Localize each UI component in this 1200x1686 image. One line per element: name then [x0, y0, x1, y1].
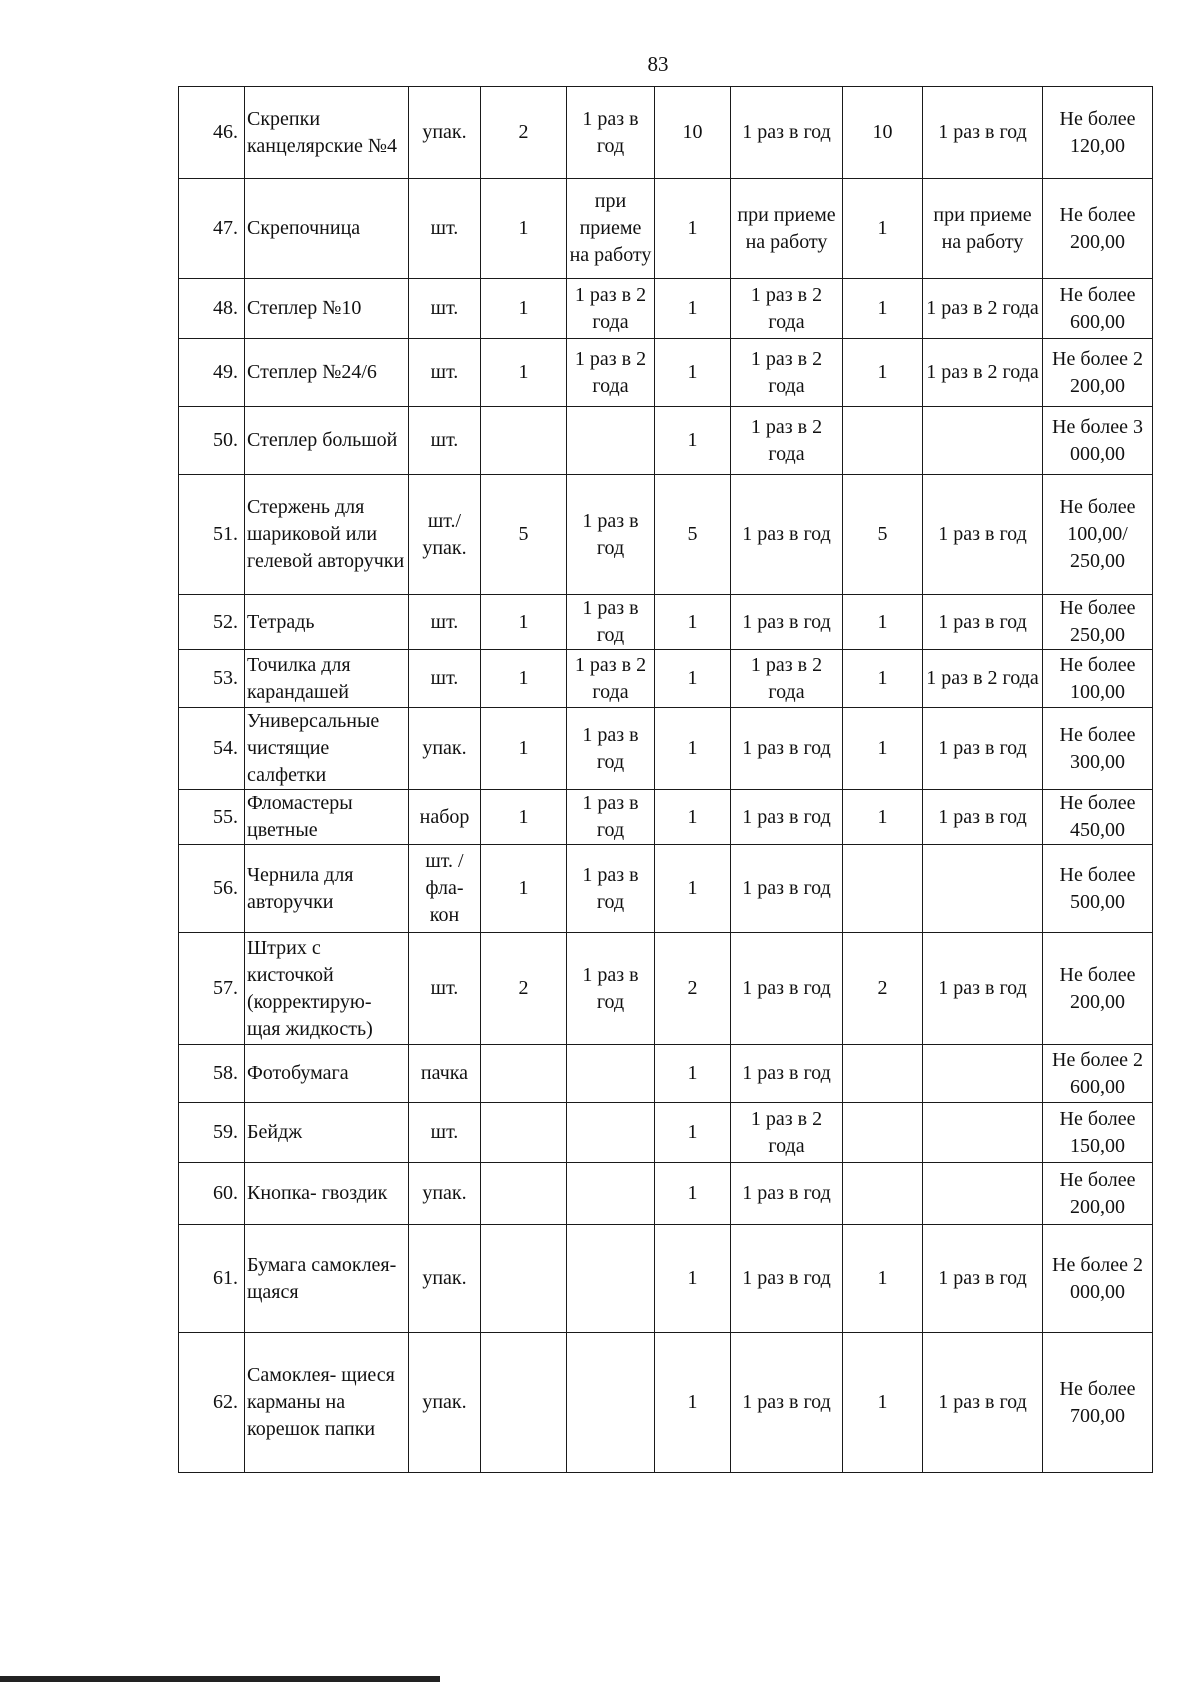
- period-3-cell: 1 раз в год: [923, 475, 1043, 595]
- period-3-cell: при приеме на работу: [923, 179, 1043, 279]
- norms-table: [178, 86, 1153, 1473]
- table-row: [179, 1163, 1153, 1225]
- period-3-cell: 1 раз в год: [923, 933, 1043, 1045]
- unit-cell: набор: [409, 790, 481, 845]
- period-2-cell: 1 раз в год: [731, 1225, 843, 1333]
- quantity-1-cell: 1: [481, 845, 567, 933]
- quantity-2-cell: 1: [655, 595, 731, 650]
- price-limit-cell: Не более 600,00: [1043, 279, 1153, 339]
- unit-cell: шт.: [409, 407, 481, 475]
- row-number-cell: 47.: [179, 179, 245, 279]
- row-number-cell: 62.: [179, 1333, 245, 1473]
- period-1-cell: 1 раз в год: [567, 790, 655, 845]
- quantity-1-cell: [481, 1163, 567, 1225]
- quantity-3-cell: 1: [843, 279, 923, 339]
- period-2-cell: 1 раз в год: [731, 1163, 843, 1225]
- period-3-cell: 1 раз в год: [923, 595, 1043, 650]
- unit-cell: шт.: [409, 650, 481, 708]
- price-limit-cell: Не более 250,00: [1043, 595, 1153, 650]
- price-limit-cell: Не более 200,00: [1043, 179, 1153, 279]
- item-name-cell: Степлер большой: [245, 407, 409, 475]
- period-1-cell: 1 раз в 2 года: [567, 339, 655, 407]
- item-name-cell: Универсальные чистящие салфетки: [245, 708, 409, 790]
- quantity-1-cell: 1: [481, 179, 567, 279]
- row-number-cell: 57.: [179, 933, 245, 1045]
- item-name-cell: Стержень для шариковой или гелевой авторучки: [245, 475, 409, 595]
- period-2-cell: 1 раз в год: [731, 1045, 843, 1103]
- quantity-2-cell: 2: [655, 933, 731, 1045]
- period-2-cell: 1 раз в год: [731, 845, 843, 933]
- table-row: [179, 87, 1153, 179]
- quantity-2-cell: 1: [655, 1225, 731, 1333]
- item-name-cell: Фотобумага: [245, 1045, 409, 1103]
- price-limit-cell: Не более 450,00: [1043, 790, 1153, 845]
- period-2-cell: 1 раз в год: [731, 475, 843, 595]
- quantity-3-cell: 1: [843, 650, 923, 708]
- period-2-cell: 1 раз в 2 года: [731, 407, 843, 475]
- price-limit-cell: Не более 700,00: [1043, 1333, 1153, 1473]
- quantity-3-cell: 1: [843, 1225, 923, 1333]
- item-name-cell: Бумага самоклея- щаяся: [245, 1225, 409, 1333]
- unit-cell: шт. / фла- кон: [409, 845, 481, 933]
- period-2-cell: 1 раз в год: [731, 933, 843, 1045]
- unit-cell: пачка: [409, 1045, 481, 1103]
- table-row: [179, 279, 1153, 339]
- period-3-cell: 1 раз в 2 года: [923, 279, 1043, 339]
- table-body: [179, 87, 1153, 1473]
- unit-cell: упак.: [409, 87, 481, 179]
- row-number-cell: 50.: [179, 407, 245, 475]
- quantity-3-cell: 10: [843, 87, 923, 179]
- item-name-cell: Тетрадь: [245, 595, 409, 650]
- period-1-cell: 1 раз в год: [567, 595, 655, 650]
- period-3-cell: 1 раз в 2 года: [923, 650, 1043, 708]
- period-1-cell: 1 раз в 2 года: [567, 650, 655, 708]
- table-row: [179, 179, 1153, 279]
- item-name-cell: Чернила для авторучки: [245, 845, 409, 933]
- unit-cell: шт.: [409, 279, 481, 339]
- item-name-cell: Самоклея- щиеся карманы на корешок папки: [245, 1333, 409, 1473]
- table-row: [179, 1333, 1153, 1473]
- quantity-3-cell: 1: [843, 595, 923, 650]
- price-limit-cell: Не более 200,00: [1043, 1163, 1153, 1225]
- period-2-cell: 1 раз в 2 года: [731, 279, 843, 339]
- period-2-cell: 1 раз в 2 года: [731, 339, 843, 407]
- item-name-cell: Бейдж: [245, 1103, 409, 1163]
- quantity-3-cell: 1: [843, 708, 923, 790]
- price-limit-cell: Не более 100,00/ 250,00: [1043, 475, 1153, 595]
- quantity-2-cell: 1: [655, 1103, 731, 1163]
- quantity-3-cell: [843, 1045, 923, 1103]
- item-name-cell: Степлер №10: [245, 279, 409, 339]
- row-number-cell: 48.: [179, 279, 245, 339]
- period-1-cell: 1 раз в год: [567, 475, 655, 595]
- quantity-2-cell: 1: [655, 1333, 731, 1473]
- quantity-2-cell: 5: [655, 475, 731, 595]
- quantity-2-cell: 1: [655, 407, 731, 475]
- price-limit-cell: Не более 3 000,00: [1043, 407, 1153, 475]
- row-number-cell: 55.: [179, 790, 245, 845]
- price-limit-cell: Не более 100,00: [1043, 650, 1153, 708]
- period-1-cell: [567, 1333, 655, 1473]
- price-limit-cell: Не более 2 200,00: [1043, 339, 1153, 407]
- page-number: 83: [647, 52, 669, 76]
- scan-edge-bar: [0, 1676, 440, 1682]
- item-name-cell: Фломастеры цветные: [245, 790, 409, 845]
- table-row: [179, 339, 1153, 407]
- quantity-1-cell: 2: [481, 87, 567, 179]
- item-name-cell: Степлер №24/6: [245, 339, 409, 407]
- unit-cell: упак.: [409, 708, 481, 790]
- quantity-1-cell: [481, 1045, 567, 1103]
- unit-cell: упак.: [409, 1225, 481, 1333]
- unit-cell: упак.: [409, 1333, 481, 1473]
- unit-cell: шт.: [409, 933, 481, 1045]
- row-number-cell: 56.: [179, 845, 245, 933]
- period-2-cell: 1 раз в год: [731, 1333, 843, 1473]
- period-2-cell: 1 раз в год: [731, 595, 843, 650]
- quantity-2-cell: 1: [655, 1045, 731, 1103]
- quantity-2-cell: 1: [655, 650, 731, 708]
- quantity-1-cell: [481, 407, 567, 475]
- table-row: [179, 1045, 1153, 1103]
- table-row: [179, 595, 1153, 650]
- price-limit-cell: Не более 120,00: [1043, 87, 1153, 179]
- table-row: [179, 790, 1153, 845]
- period-2-cell: 1 раз в 2 года: [731, 650, 843, 708]
- item-name-cell: Точилка для карандашей: [245, 650, 409, 708]
- quantity-1-cell: [481, 1103, 567, 1163]
- period-3-cell: 1 раз в год: [923, 1225, 1043, 1333]
- item-name-cell: Штрих с кисточкой (корректирую- щая жидкость): [245, 933, 409, 1045]
- period-2-cell: 1 раз в год: [731, 790, 843, 845]
- period-3-cell: [923, 1045, 1043, 1103]
- table-row: [179, 407, 1153, 475]
- price-limit-cell: Не более 200,00: [1043, 933, 1153, 1045]
- quantity-1-cell: 2: [481, 933, 567, 1045]
- item-name-cell: Кнопка- гвоздик: [245, 1163, 409, 1225]
- period-1-cell: [567, 1045, 655, 1103]
- table-row: [179, 708, 1153, 790]
- quantity-1-cell: 1: [481, 595, 567, 650]
- price-limit-cell: Не более 150,00: [1043, 1103, 1153, 1163]
- quantity-2-cell: 10: [655, 87, 731, 179]
- quantity-3-cell: [843, 407, 923, 475]
- unit-cell: упак.: [409, 1163, 481, 1225]
- period-1-cell: [567, 1103, 655, 1163]
- period-1-cell: [567, 1225, 655, 1333]
- period-1-cell: 1 раз в год: [567, 708, 655, 790]
- item-name-cell: Скрепки канцелярские №4: [245, 87, 409, 179]
- period-3-cell: 1 раз в год: [923, 708, 1043, 790]
- period-3-cell: [923, 407, 1043, 475]
- period-1-cell: 1 раз в 2 года: [567, 279, 655, 339]
- row-number-cell: 51.: [179, 475, 245, 595]
- period-1-cell: [567, 1163, 655, 1225]
- table-row: [179, 845, 1153, 933]
- quantity-2-cell: 1: [655, 1163, 731, 1225]
- period-1-cell: 1 раз в год: [567, 87, 655, 179]
- quantity-2-cell: 1: [655, 279, 731, 339]
- quantity-3-cell: 5: [843, 475, 923, 595]
- row-number-cell: 52.: [179, 595, 245, 650]
- table-row: [179, 933, 1153, 1045]
- unit-cell: шт.: [409, 1103, 481, 1163]
- row-number-cell: 54.: [179, 708, 245, 790]
- quantity-2-cell: 1: [655, 845, 731, 933]
- unit-cell: шт.: [409, 339, 481, 407]
- period-3-cell: [923, 845, 1043, 933]
- quantity-2-cell: 1: [655, 790, 731, 845]
- period-3-cell: [923, 1163, 1043, 1225]
- quantity-2-cell: 1: [655, 339, 731, 407]
- row-number-cell: 59.: [179, 1103, 245, 1163]
- unit-cell: шт.: [409, 179, 481, 279]
- row-number-cell: 61.: [179, 1225, 245, 1333]
- quantity-1-cell: 1: [481, 790, 567, 845]
- quantity-2-cell: 1: [655, 179, 731, 279]
- quantity-3-cell: 1: [843, 339, 923, 407]
- quantity-3-cell: [843, 845, 923, 933]
- table-row: [179, 1225, 1153, 1333]
- period-3-cell: 1 раз в год: [923, 1333, 1043, 1473]
- row-number-cell: 49.: [179, 339, 245, 407]
- quantity-3-cell: 1: [843, 179, 923, 279]
- table-row: [179, 650, 1153, 708]
- period-3-cell: 1 раз в год: [923, 790, 1043, 845]
- price-limit-cell: Не более 500,00: [1043, 845, 1153, 933]
- period-3-cell: [923, 1103, 1043, 1163]
- quantity-3-cell: [843, 1103, 923, 1163]
- period-2-cell: 1 раз в год: [731, 87, 843, 179]
- period-2-cell: 1 раз в год: [731, 708, 843, 790]
- quantity-1-cell: 1: [481, 650, 567, 708]
- period-3-cell: 1 раз в 2 года: [923, 339, 1043, 407]
- item-name-cell: Скрепочница: [245, 179, 409, 279]
- row-number-cell: 53.: [179, 650, 245, 708]
- table-row: [179, 475, 1153, 595]
- quantity-1-cell: 1: [481, 708, 567, 790]
- quantity-1-cell: 1: [481, 279, 567, 339]
- table-row: [179, 1103, 1153, 1163]
- quantity-3-cell: [843, 1163, 923, 1225]
- norms-table-container: [178, 86, 1152, 1473]
- period-2-cell: 1 раз в 2 года: [731, 1103, 843, 1163]
- period-3-cell: 1 раз в год: [923, 87, 1043, 179]
- period-1-cell: 1 раз в год: [567, 845, 655, 933]
- price-limit-cell: Не более 2 000,00: [1043, 1225, 1153, 1333]
- row-number-cell: 46.: [179, 87, 245, 179]
- quantity-3-cell: 1: [843, 790, 923, 845]
- quantity-3-cell: 2: [843, 933, 923, 1045]
- unit-cell: шт./ упак.: [409, 475, 481, 595]
- row-number-cell: 58.: [179, 1045, 245, 1103]
- quantity-1-cell: 5: [481, 475, 567, 595]
- period-2-cell: при приеме на работу: [731, 179, 843, 279]
- row-number-cell: 60.: [179, 1163, 245, 1225]
- unit-cell: шт.: [409, 595, 481, 650]
- period-1-cell: [567, 407, 655, 475]
- quantity-1-cell: 1: [481, 339, 567, 407]
- price-limit-cell: Не более 300,00: [1043, 708, 1153, 790]
- quantity-3-cell: 1: [843, 1333, 923, 1473]
- price-limit-cell: Не более 2 600,00: [1043, 1045, 1153, 1103]
- period-1-cell: при приеме на работу: [567, 179, 655, 279]
- quantity-1-cell: [481, 1225, 567, 1333]
- period-1-cell: 1 раз в год: [567, 933, 655, 1045]
- quantity-1-cell: [481, 1333, 567, 1473]
- quantity-2-cell: 1: [655, 708, 731, 790]
